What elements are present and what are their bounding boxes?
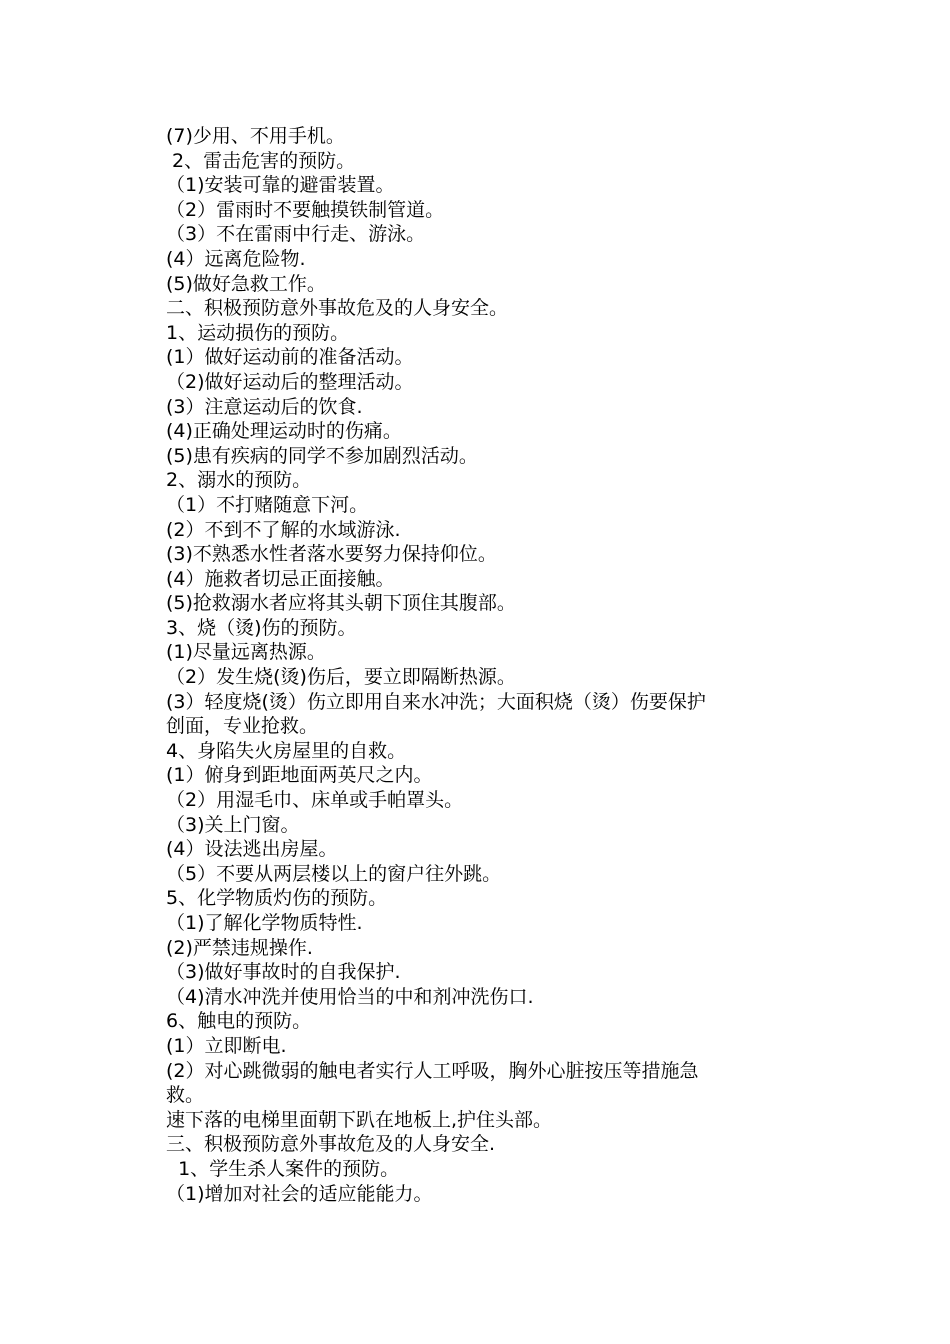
text-line: (4）施救者切忌正面接触。	[166, 567, 395, 590]
text-line: （2）发生烧(烫)伤后，要立即隔断热源。	[166, 666, 516, 689]
subsection-heading: 1、学生杀人案件的预防。	[166, 1157, 400, 1180]
text-line: （3）不在雷雨中行走、游泳。	[166, 223, 426, 246]
text-line: （3)做好事故时的自我保护.	[166, 961, 401, 984]
text-line: (1)尽量远离热源。	[166, 641, 326, 664]
text-line: （5）不要从两层楼以上的窗户往外跳。	[166, 862, 502, 885]
text-line: (2)严禁违规操作.	[166, 936, 313, 959]
subsection-heading: 6、触电的预防。	[166, 1010, 312, 1033]
text-line: 2、雷击危害的预防。	[166, 149, 356, 172]
document-body	[166, 124, 816, 1206]
text-line: (7)少用、不用手机。	[166, 125, 345, 147]
subsection-heading: 3、烧（烫)伤的预防。	[166, 616, 357, 639]
subsection-heading: 1、运动损伤的预防。	[166, 321, 350, 344]
text-line: (5)抢救溺水者应将其头朝下顶住其腹部。	[166, 592, 516, 615]
text-line: (5)做好急救工作。	[166, 272, 326, 295]
text-line: （1）不打赌随意下河。	[166, 493, 369, 516]
text-line: (4)正确处理运动时的伤痛。	[166, 420, 402, 443]
text-line: (3）轻度烧(烫）伤立即用自来水冲洗；大面积烧（烫）伤要保护	[166, 690, 706, 713]
text-line: (5)患有疾病的同学不参加剧烈活动。	[166, 444, 478, 467]
text-line: (3）注意运动后的饮食.	[166, 395, 363, 418]
text-line: （4)清水冲洗并使用恰当的中和剂冲洗伤口.	[166, 985, 534, 1008]
text-line: (4）设法逃出房屋。	[166, 838, 338, 861]
section-heading: 三、积极预防意外事故危及的人身安全.	[166, 1133, 496, 1156]
text-line: （3)关上门窗。	[166, 813, 300, 836]
text-line: 速下落的电梯里面朝下趴在地板上,护住头部。	[166, 1108, 553, 1131]
text-line: 救。	[166, 1084, 205, 1107]
text-line: （2）用湿毛巾、床单或手帕罩头。	[166, 789, 464, 812]
text-line: (1）做好运动前的准备活动。	[166, 346, 414, 369]
subsection-heading: 5、化学物质灼伤的预防。	[166, 887, 388, 910]
text-line: （2）雷雨时不要触摸铁制管道。	[166, 198, 445, 221]
text-line: (4）远离危险物.	[166, 247, 306, 270]
subsection-heading: 2、溺水的预防。	[166, 469, 312, 492]
text-line: （2)做好运动后的整理活动。	[166, 370, 414, 393]
text-line: (1）立即断电.	[166, 1034, 287, 1057]
text-line: （1)安装可靠的避雷装置。	[166, 174, 395, 197]
section-heading: 二、积极预防意外事故危及的人身安全。	[166, 297, 509, 320]
text-line: 创面，专业抢救。	[166, 715, 319, 738]
text-line: (3)不熟悉水性者落水要努力保持仰位。	[166, 543, 497, 566]
text-line: (2）对心跳微弱的触电者实行人工呼吸，胸外心脏按压等措施急	[166, 1059, 699, 1082]
text-line: (2）不到不了解的水域游泳.	[166, 518, 401, 541]
text-line: （1)增加对社会的适应能能力。	[166, 1182, 433, 1205]
subsection-heading: 4、身陷失火房屋里的自救。	[166, 739, 407, 762]
text-line: （1)了解化学物质特性.	[166, 912, 363, 934]
text-line: (1）俯身到距地面两英尺之内。	[166, 764, 433, 787]
